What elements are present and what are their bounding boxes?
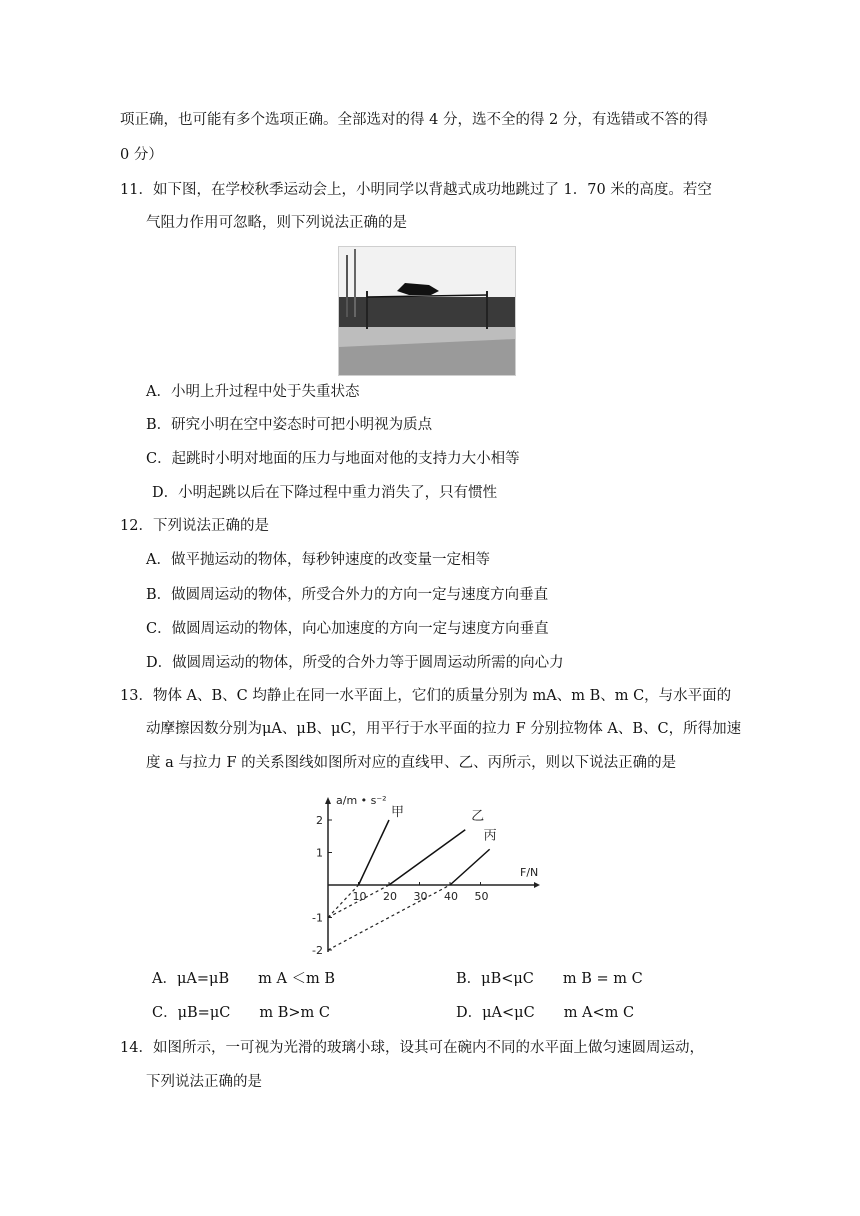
q11-stem-1: 11．如下图，在学校秋季运动会上，小明同学以背越式成功地跳过了 1．70 米的高度。若空: [120, 182, 712, 198]
q11-option-a: A．小明上升过程中处于失重状态: [146, 384, 360, 400]
q12-option-b: B．做圆周运动的物体，所受合外力的方向一定与速度方向垂直: [146, 587, 549, 603]
high-jump-photo: [338, 246, 516, 376]
x-tick-label: 40: [444, 890, 458, 903]
series-line-2: [389, 830, 465, 885]
x-axis-label: F/N: [520, 866, 539, 879]
x-tick-label: 10: [352, 890, 367, 903]
q12-stem: 12．下列说法正确的是: [120, 518, 269, 534]
y-tick-label: 2: [316, 814, 323, 827]
y-tick-label: -2: [312, 944, 323, 957]
q11-option-c: C．起跳时小明对地面的压力与地面对他的支持力大小相等: [146, 451, 520, 467]
q14-stem-2: 下列说法正确的是: [146, 1074, 262, 1090]
series-label-2: 乙: [471, 808, 485, 824]
series-line-1: [359, 820, 390, 885]
q13-option-d: D．μA<μC m A<m C: [456, 1005, 635, 1021]
x-tick-label: 20: [383, 890, 397, 903]
q13-stem-2: 动摩擦因数分别为μA、μB、μC，用平行于水平面的拉力 F 分别拉物体 A、B、C，所得加速: [146, 721, 742, 737]
q13-option-c: C．μB=μC m B>m C: [152, 1005, 330, 1021]
series-label-3: 丙: [483, 828, 497, 844]
x-tick-label: 50: [474, 890, 489, 903]
a-f-graph: [308, 786, 552, 958]
q13-stem-3: 度 a 与拉力 F 的关系图线如图所对应的直线甲、乙、丙所示，则以下说法正确的是: [146, 755, 677, 771]
intro-line-1: 项正确，也可能有多个选项正确。全部选对的得 4 分，选不全的得 2 分，有选错或不答的得: [120, 112, 708, 128]
series-line-3: [450, 849, 490, 885]
q14-stem-1: 14．如图所示，一可视为光滑的玻璃小球，设其可在碗内不同的水平面上做匀速圆周运动，: [120, 1040, 704, 1056]
y-tick-label: 1: [316, 846, 323, 860]
y-axis-label: a/m • s⁻²: [336, 794, 387, 807]
x-tick-label: 30: [413, 890, 428, 903]
q11-option-d: D．小明起跳以后在下降过程中重力消失了，只有惯性: [152, 485, 498, 501]
q11-stem-2: 气阻力作用可忽略，则下列说法正确的是: [146, 215, 407, 231]
intro-line-2: 0 分）: [120, 147, 163, 163]
q12-option-a: A．做平抛运动的物体，每秒钟速度的改变量一定相等: [146, 552, 490, 568]
q13-option-a: A．μA=μB m A ＜m B: [152, 971, 336, 987]
q12-option-d: D．做圆周运动的物体，所受的合外力等于圆周运动所需的向心力: [146, 655, 564, 671]
series-label-1: 甲: [391, 805, 405, 820]
q13-stem-1: 13．物体 A、B、C 均静止在同一水平面上，它们的质量分别为 mA、m B、m C，与水平面的: [120, 688, 732, 704]
q12-option-c: C．做圆周运动的物体，向心加速度的方向一定与速度方向垂直: [146, 621, 549, 637]
q13-option-b: B．μB<μC m B = m C: [456, 971, 643, 987]
q11-option-b: B．研究小明在空中姿态时可把小明视为质点: [146, 417, 433, 433]
y-tick-label: -1: [312, 911, 323, 925]
